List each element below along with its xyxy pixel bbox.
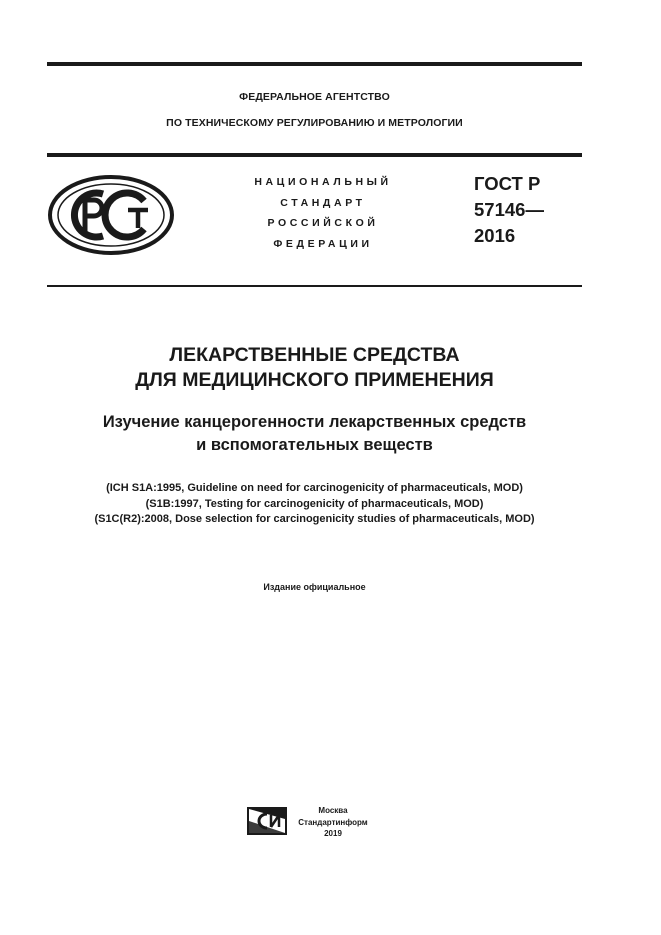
document-subtitle bbox=[47, 411, 582, 457]
bottom-rule bbox=[47, 285, 582, 287]
publisher-city: Москва bbox=[318, 806, 348, 815]
reference-line: (S1B:1997, Testing for carcinogenicity of pharmaceuticals, MOD) bbox=[145, 497, 484, 510]
subtitle-line: Изучение канцерогенности лекарственных средств bbox=[102, 413, 527, 431]
standartinform-logo-icon bbox=[247, 807, 287, 835]
title-line: ДЛЯ МЕДИЦИНСКОГО ПРИМЕНЕНИЯ bbox=[135, 368, 494, 391]
gost-designation bbox=[474, 171, 544, 249]
publisher-name: Стандартинформ bbox=[298, 817, 368, 827]
gost-line: 57146— bbox=[474, 199, 544, 220]
publisher-year: 2019 bbox=[324, 829, 342, 838]
standard-type-line: ФЕДЕРАЦИИ bbox=[273, 237, 373, 250]
publisher-imprint bbox=[293, 805, 373, 840]
standard-type bbox=[228, 172, 418, 254]
agency-line-1: ФЕДЕРАЛЬНОЕ АГЕНТСТВО bbox=[239, 91, 390, 103]
gost-line: 2016 bbox=[474, 225, 516, 246]
standard-type-line: НАЦИОНАЛЬНЫЙ bbox=[254, 176, 392, 188]
ich-references bbox=[20, 481, 609, 528]
middle-rule bbox=[47, 153, 582, 157]
edition-label: Издание официальное bbox=[263, 582, 366, 592]
document-title bbox=[47, 343, 582, 392]
title-line: ЛЕКАРСТВЕННЫЕ СРЕДСТВА bbox=[169, 344, 460, 366]
reference-line: (ICH S1A:1995, Guideline on need for carcinogenicity of pharmaceuticals, MOD) bbox=[106, 482, 523, 494]
subtitle-line: и вспомогательных веществ bbox=[196, 436, 433, 454]
gost-r-emblem-icon bbox=[47, 174, 175, 256]
standard-type-line: РОССИЙСКОЙ bbox=[267, 217, 379, 229]
gost-line: ГОСТ Р bbox=[474, 173, 541, 194]
reference-line: (S1C(R2):2008, Dose selection for carcinogenicity studies of pharmaceuticals, MOD) bbox=[94, 513, 535, 525]
top-rule bbox=[47, 62, 582, 66]
agency-line-2: ПО ТЕХНИЧЕСКОМУ РЕГУЛИРОВАНИЮ И МЕТРОЛОГИИ bbox=[166, 117, 463, 129]
standard-type-line: СТАНДАРТ bbox=[280, 196, 366, 209]
